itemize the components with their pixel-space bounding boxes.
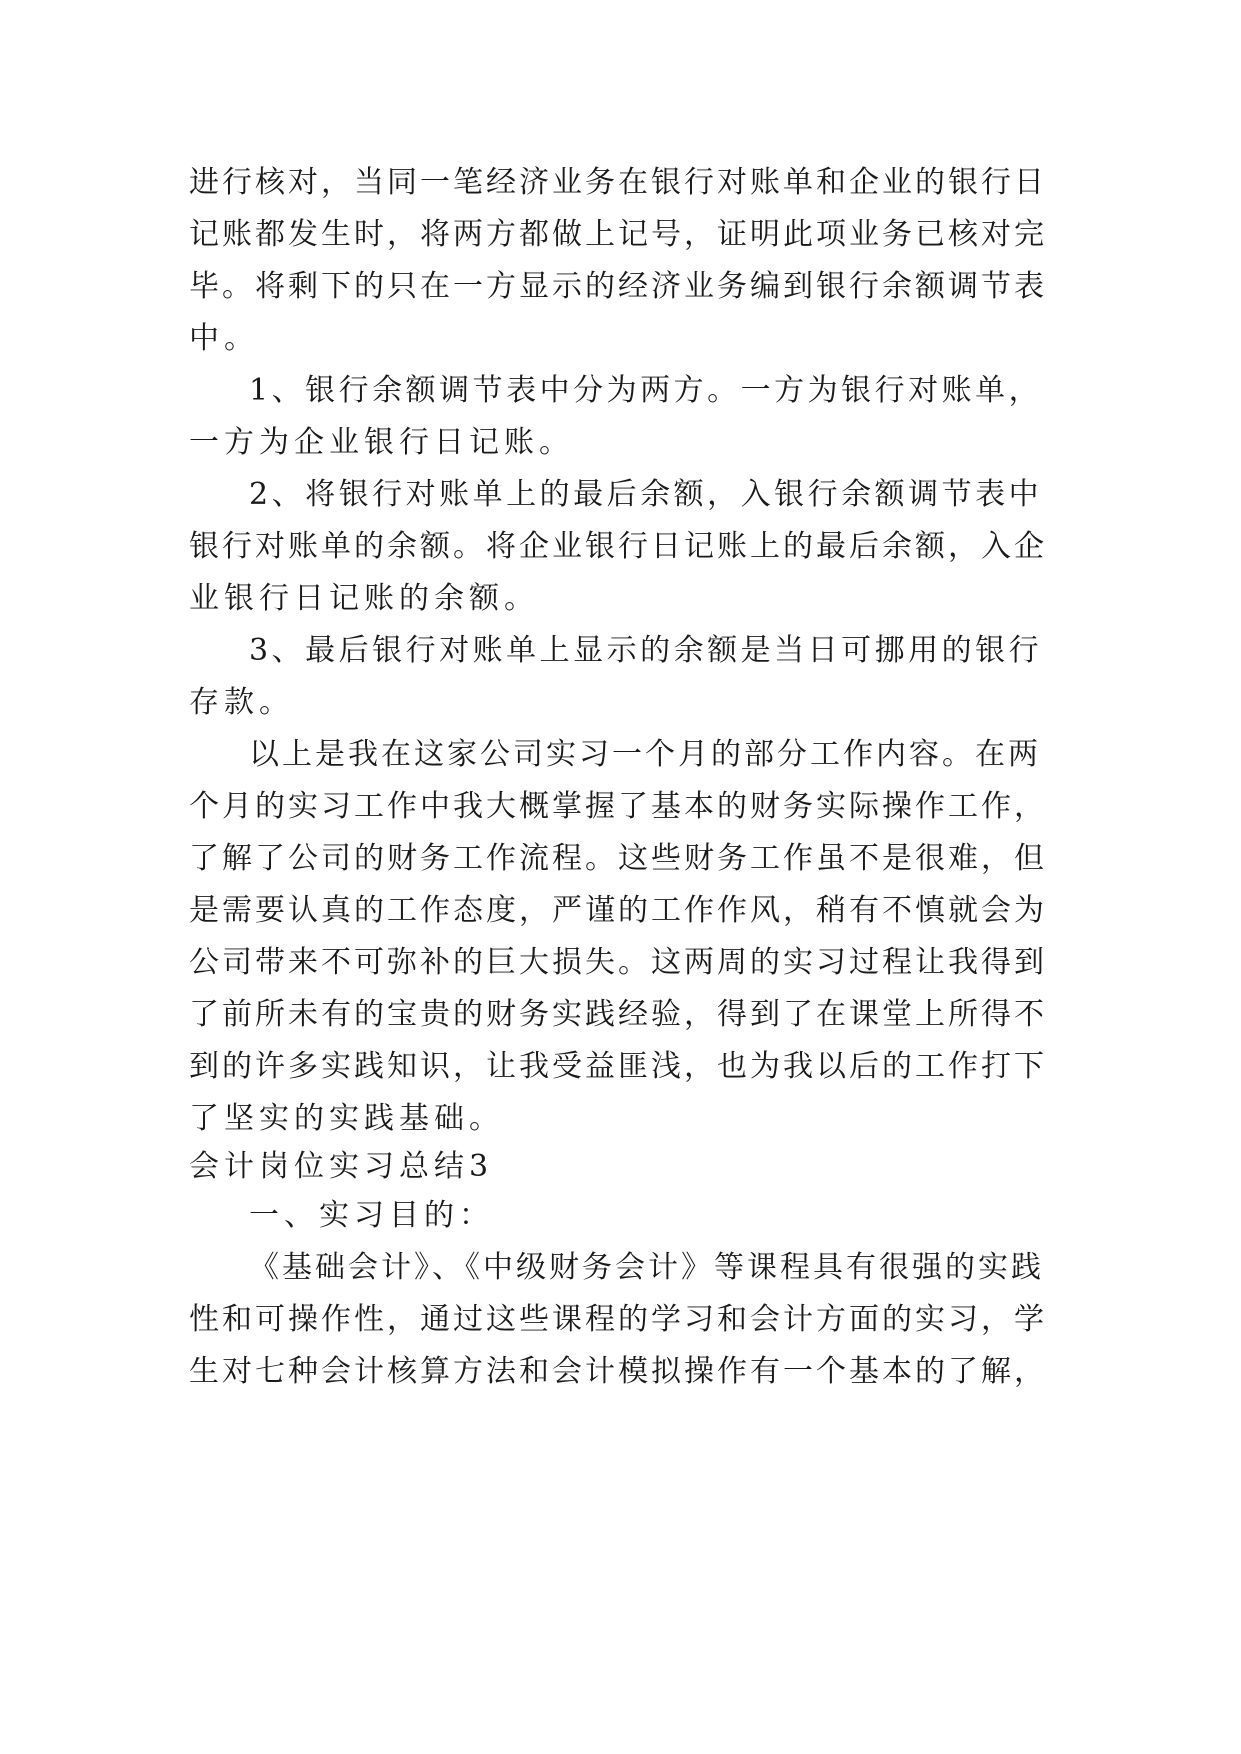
- section-heading: 会计岗位实习总结3: [189, 1149, 494, 1184]
- text-line: 是需要认真的工作态度，严谨的工作作风，稍有不慎就会为: [189, 893, 1047, 928]
- text-line: 一、实习目的：: [249, 1198, 494, 1233]
- text-line: 中。: [189, 321, 259, 356]
- text-line: 进行核对，当同一笔经济业务在银行对账单和企业的银行日: [189, 165, 1047, 200]
- text-line: 业银行日记账的余额。: [189, 581, 539, 616]
- text-line: 公司带来不可弥补的巨大损失。这两周的实习过程让我得到: [189, 945, 1047, 980]
- text-line: 一方为企业银行日记账。: [189, 425, 574, 460]
- text-line: 了解了公司的财务工作流程。这些财务工作虽不是很难，但: [189, 841, 1047, 876]
- text-line: 到的许多实践知识，让我受益匪浅，也为我以后的工作打下: [189, 1049, 1047, 1084]
- text-line: 1、银行余额调节表中分为两方。一方为银行对账单，: [249, 373, 1043, 408]
- text-line: 了前所未有的宝贵的财务实践经验，得到了在课堂上所得不: [189, 997, 1047, 1032]
- text-line: 记账都发生时，将两方都做上记号，证明此项业务已核对完: [189, 217, 1047, 252]
- text-line: 性和可操作性，通过这些课程的学习和会计方面的实习，学: [189, 1302, 1047, 1337]
- text-line: 存款。: [189, 685, 294, 720]
- text-line: 3、最后银行对账单上显示的余额是当日可挪用的银行: [249, 633, 1043, 668]
- text-line: 2、将银行对账单上的最后余额，入银行余额调节表中: [249, 477, 1043, 512]
- text-line: 个月的实习工作中我大概掌握了基本的财务实际操作工作，: [189, 789, 1047, 824]
- text-line: 银行对账单的余额。将企业银行日记账上的最后余额，入企: [189, 529, 1047, 564]
- text-line: 以上是我在这家公司实习一个月的部分工作内容。在两: [249, 737, 1041, 772]
- text-line: 《基础会计》、《中级财务会计》等课程具有很强的实践: [249, 1250, 1044, 1285]
- text-line: 生对七种会计核算方法和会计模拟操作有一个基本的了解，: [189, 1354, 1047, 1389]
- text-line: 毕。将剩下的只在一方显示的经济业务编到银行余额调节表: [189, 269, 1047, 304]
- text-line: 了坚实的实践基础。: [189, 1101, 504, 1136]
